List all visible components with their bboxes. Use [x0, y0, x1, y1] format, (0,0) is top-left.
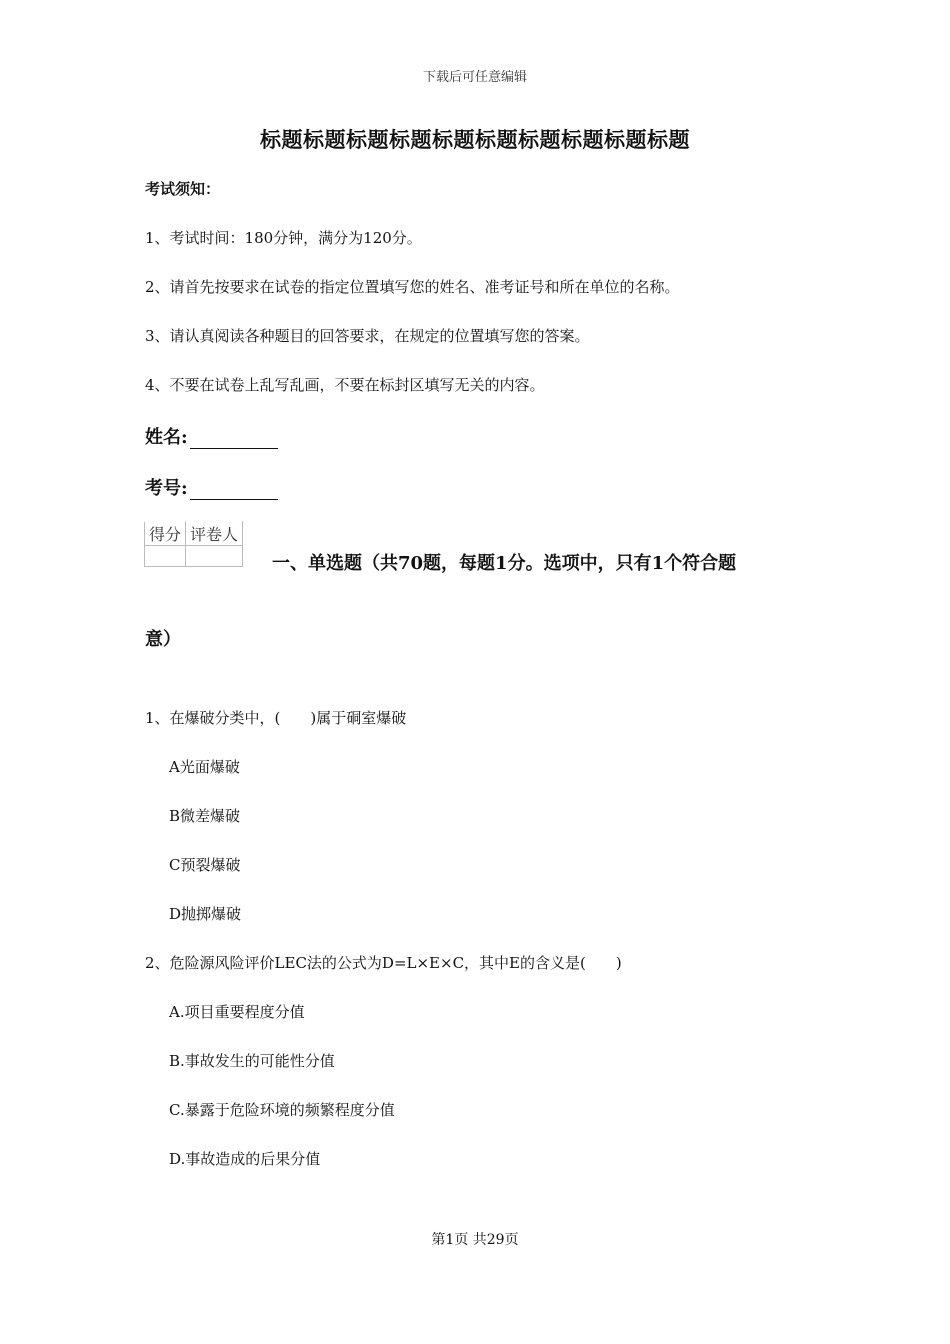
- notice-item: 3、请认真阅读各种题目的回答要求，在规定的位置填写您的答案。: [145, 327, 590, 345]
- score-table: [144, 521, 243, 567]
- question-option: C预裂爆破: [169, 856, 241, 874]
- question-option: C.暴露于危险环境的频繁程度分值: [169, 1101, 395, 1119]
- question-option: B.事故发生的可能性分值: [169, 1052, 335, 1070]
- name-blank-line[interactable]: [190, 430, 278, 449]
- question-option: D抛掷爆破: [169, 905, 242, 923]
- question-option: D.事故造成的后果分值: [169, 1150, 321, 1168]
- section-title: 一、单选题（共70题，每题1分。选项中，只有1个符合题: [272, 553, 737, 574]
- header-note: 下载后可任意编辑: [422, 70, 527, 85]
- question-option: B微差爆破: [169, 807, 241, 825]
- notice-item: 2、请首先按要求在试卷的指定位置填写您的姓名、准考证号和所在单位的名称。: [145, 278, 680, 296]
- id-blank-line[interactable]: [190, 481, 278, 500]
- name-field: [145, 423, 278, 449]
- name-label: 姓名:: [145, 427, 188, 448]
- page-footer: 第1页 共29页: [431, 1232, 519, 1248]
- grader-cell[interactable]: [186, 546, 243, 567]
- grader-header: 评卷人: [186, 522, 243, 546]
- question-stem: 2、危险源风险评价LEC法的公式为D=L×E×C，其中E的含义是( ): [145, 954, 622, 972]
- notice-heading: 考试须知：: [145, 180, 221, 198]
- section-title-continuation: 意）: [145, 629, 181, 650]
- score-header: 得分: [145, 522, 186, 546]
- question-option: A光面爆破: [169, 758, 240, 776]
- document-title: 标题标题标题标题标题标题标题标题标题标题: [260, 127, 690, 152]
- id-label: 考号:: [145, 478, 188, 499]
- id-field: [145, 474, 278, 500]
- question-stem: 1、在爆破分类中，( )属于硐室爆破: [145, 709, 407, 727]
- notice-item: 1、考试时间：180分钟，满分为120分。: [145, 229, 422, 247]
- question-option: A.项目重要程度分值: [169, 1003, 305, 1021]
- notice-item: 4、不要在试卷上乱写乱画，不要在标封区填写无关的内容。: [145, 376, 545, 394]
- score-cell[interactable]: [145, 546, 186, 567]
